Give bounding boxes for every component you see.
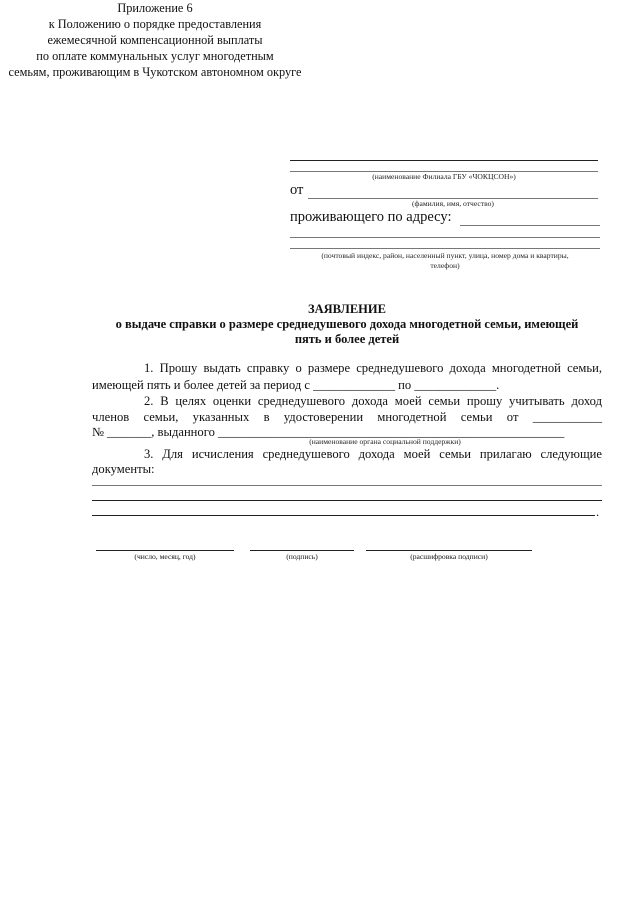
appendix-header <box>0 0 310 80</box>
branch-name-line[interactable] <box>290 160 598 161</box>
documents-line-1[interactable] <box>92 485 602 486</box>
branch-name-caption: (наименование Филиала ГБУ «ЧОКЦСОН») <box>372 172 516 181</box>
item-2-line-1 <box>92 393 602 410</box>
social-authority-caption: (наименование органа социальной поддержки) <box>309 437 461 446</box>
documents-line-3[interactable] <box>92 515 595 516</box>
item-2-text-2: членов семьи, указанных в удостоверении многодетной семьи от ___________ <box>92 410 602 424</box>
address-caption-line: телефон) <box>430 261 460 270</box>
address-line-3[interactable] <box>290 248 600 249</box>
item-1-line-2[interactable]: имеющей пять и более детей за период с _____________ по _____________. <box>92 378 500 392</box>
appendix-line: к Положению о порядке предоставления <box>48 17 262 31</box>
statement-subtitle-line: о выдаче справки о размере среднедушевого дохода многодетной семьи, имеющей <box>115 317 579 331</box>
signature-decode-caption: (расшифровка подписи) <box>410 552 488 561</box>
fio-caption: (фамилия, имя, отчество) <box>412 199 494 208</box>
residing-label: проживающего по адресу: <box>290 209 452 225</box>
signature-caption: (подпись) <box>286 552 318 561</box>
date-caption: (число, месяц, год) <box>134 552 196 561</box>
statement-title: ЗАЯВЛЕНИЕ <box>308 302 386 316</box>
appendix-line: Приложение 6 <box>117 1 193 15</box>
date-line[interactable] <box>96 550 234 551</box>
appendix-line: семьям, проживающим в Чукотском автономном округе <box>8 65 302 79</box>
signature-decode-line[interactable] <box>366 550 532 551</box>
item-2-text: 2. В целях оценки среднедушевого дохода моей семьи прошу учитывать доход <box>144 394 602 408</box>
documents-line-2[interactable] <box>92 500 602 501</box>
item-3-text: 3. Для исчисления среднедушевого дохода моей семьи прилагаю следующие <box>144 447 602 461</box>
appendix-line: по оплате коммунальных услуг многодетным <box>36 49 274 63</box>
statement-subtitle-line: пять и более детей <box>294 332 400 346</box>
address-line-1[interactable] <box>460 225 600 226</box>
address-line-2[interactable] <box>290 237 600 238</box>
documents-period: . <box>596 505 600 519</box>
item-3-line-2: документы: <box>92 462 155 476</box>
signature-line[interactable] <box>250 550 354 551</box>
item-2-line-3[interactable]: № _______, выданного _______________________________________________________ <box>92 425 565 439</box>
from-label: от <box>290 182 304 198</box>
item-1-text: 1. Прошу выдать справку о размере среднедушевого дохода многодетной семьи, <box>144 361 602 375</box>
appendix-line: ежемесячной компенсационной выплаты <box>47 33 263 47</box>
address-caption-line: (почтовый индекс, район, населенный пункт, улица, номер дома и квартиры, <box>321 251 569 260</box>
item-1-line-1 <box>92 360 602 377</box>
address-caption <box>290 251 600 271</box>
